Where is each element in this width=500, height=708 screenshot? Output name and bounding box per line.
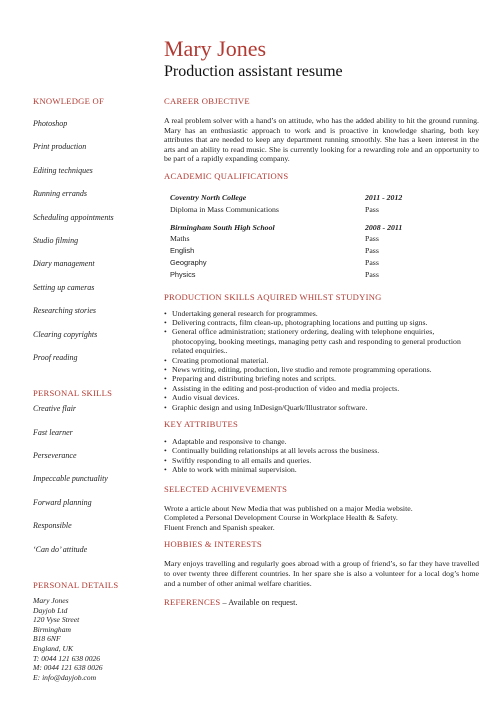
achievement-line: Fluent French and Spanish speaker. bbox=[164, 522, 275, 532]
achievements bbox=[164, 504, 479, 533]
details-line: T: 0044 121 638 0026 bbox=[33, 653, 101, 663]
list-item: • Graphic design and using InDesign/Quark/Illustrator software. bbox=[164, 403, 479, 412]
skill-item: Fast learner bbox=[33, 427, 73, 437]
knowledge-item: Photoshop bbox=[33, 119, 68, 128]
attributes-title: KEY ATTRIBUTES bbox=[164, 419, 239, 430]
college-years: 2011 - 2012 bbox=[365, 192, 403, 202]
skill-item: ‘Can do’ attitude bbox=[33, 544, 88, 554]
list-item: • Able to work with minimal supervision. bbox=[164, 465, 479, 474]
qualifications bbox=[164, 192, 479, 281]
college-row bbox=[170, 192, 479, 204]
skill-item: Perseverance bbox=[33, 451, 77, 461]
details-line: B18 6NF bbox=[33, 634, 61, 644]
subject: Diploma in Mass Communications bbox=[170, 204, 279, 214]
skill-item: Creative flair bbox=[33, 404, 77, 414]
skills-title: PERSONAL SKILLS bbox=[33, 388, 113, 399]
main-content bbox=[164, 95, 479, 608]
production-list bbox=[164, 309, 479, 412]
list-item: • General office administration; stationery ordering, dealing with telephone enquiries, photocopying, booking meetings, managing petty cash and responding to general production related enquiries.. bbox=[164, 327, 479, 355]
references-title: REFERENCES bbox=[164, 597, 221, 608]
knowledge-item: Diary management bbox=[33, 259, 95, 269]
skill-item: Forward planning bbox=[33, 497, 92, 507]
details-line: M: 0044 121 638 0026 bbox=[33, 663, 103, 673]
resume-name: Mary Jones bbox=[164, 36, 267, 61]
list-item: • Preparing and distributing briefing notes and scripts. bbox=[164, 374, 479, 383]
skills-list bbox=[33, 404, 155, 568]
table-row bbox=[170, 269, 479, 281]
result: Pass bbox=[365, 246, 379, 256]
list-item: • Assisting in the editing and post-production of video and media projects. bbox=[164, 384, 479, 393]
details-line: Birmingham bbox=[33, 624, 71, 634]
list-item: • Undertaking general research for programmes. bbox=[164, 309, 479, 318]
achievement-line: Completed a Personal Development Course in Workplace Health & Safety. bbox=[164, 513, 398, 523]
subject: English bbox=[170, 246, 195, 256]
list-item: • Continually building relationships at all levels across the business. bbox=[164, 446, 479, 455]
knowledge-item: Setting up cameras bbox=[33, 282, 95, 292]
details-line: Dayjob Ltd bbox=[33, 605, 68, 615]
school-years: 2008 - 2011 bbox=[365, 222, 403, 232]
knowledge-item: Proof reading bbox=[33, 352, 78, 362]
subject: Physics bbox=[170, 269, 196, 279]
knowledge-item: Researching stories bbox=[33, 306, 97, 316]
table-row bbox=[170, 204, 479, 216]
school-row bbox=[170, 222, 479, 234]
list-item: • Audio visual devices. bbox=[164, 393, 479, 402]
knowledge-item: Editing techniques bbox=[33, 165, 93, 175]
references-text: – Available on request. bbox=[220, 598, 298, 608]
details-line: England, UK bbox=[33, 644, 74, 653]
objective-title: CAREER OBJECTIVE bbox=[164, 96, 250, 106]
table-row bbox=[170, 245, 479, 257]
knowledge-item: Print production bbox=[33, 142, 87, 152]
achievements-title: SELECTED ACHIVEVEMENTS bbox=[164, 483, 288, 494]
attributes-list bbox=[164, 437, 479, 475]
personal-details bbox=[33, 596, 155, 682]
hobbies-title: HOBBIES & INTERESTS bbox=[164, 539, 262, 550]
list-item: • Delivering contracts, film clean-up, photographing locations and putting up signs. bbox=[164, 318, 479, 327]
list-item: • News writing, editing, production, live studio and remote programming operations. bbox=[164, 365, 479, 374]
result: Pass bbox=[365, 257, 379, 267]
college-name: Coventry North College bbox=[170, 192, 247, 202]
result: Pass bbox=[365, 269, 379, 279]
table-row bbox=[170, 257, 479, 269]
list-item: • Creating promotional material. bbox=[164, 356, 479, 365]
sidebar bbox=[33, 95, 155, 682]
references bbox=[164, 596, 479, 608]
subject: Geography bbox=[170, 257, 207, 267]
knowledge-item: Running errands bbox=[33, 189, 87, 199]
resume-subtitle: Production assistant resume bbox=[164, 63, 343, 80]
knowledge-item: Scheduling appointments bbox=[33, 212, 114, 222]
details-line: 120 Vyse Street bbox=[33, 615, 80, 625]
subject: Maths bbox=[170, 234, 190, 244]
result: Pass bbox=[365, 234, 379, 244]
achievement-line: Wrote a article about New Media that was published on a major Media website. bbox=[164, 503, 413, 513]
result: Pass bbox=[365, 204, 379, 214]
production-title: PRODUCTION SKILLS AQUIRED WHILST STUDYING bbox=[164, 291, 382, 302]
hobbies-text: Mary enjoys travelling and regularly goes abroad with a group of friend’s, so far they have travelled to over twenty three different countries. In her spare she is also a volunteer for a local dog’s home and a number of other animal welfare charities. bbox=[164, 559, 479, 588]
knowledge-item: Clearing copyrights bbox=[33, 329, 98, 339]
details-email[interactable]: E: info@dayjob.com bbox=[33, 672, 97, 682]
knowledge-title: KNOWLEDGE OF bbox=[33, 96, 105, 106]
academic-title: ACADEMIC QUALIFICATIONS bbox=[164, 170, 289, 181]
list-item: • Swiftly responding to all emails and queries. bbox=[164, 456, 479, 465]
skill-item: Impeccable punctuality bbox=[33, 474, 108, 484]
details-title: PERSONAL DETAILS bbox=[33, 580, 119, 591]
table-row bbox=[170, 233, 479, 245]
skill-item: Responsible bbox=[33, 521, 72, 531]
knowledge-list bbox=[33, 119, 155, 376]
list-item: • Adaptable and responsive to change. bbox=[164, 437, 479, 446]
school-name: Birmingham South High School bbox=[170, 222, 275, 232]
details-line: Mary Jones bbox=[33, 596, 69, 606]
knowledge-item: Studio filming bbox=[33, 235, 79, 245]
objective-text: A real problem solver with a hand’s on attitude, who has the added ability to hit the ground running. Mary has an enthusiastic approach to work and is proactive in knowledge sharing, both key attributes that are needed to keep any department running smoothly. She has a keen interest in the arts and an ability to read music. She is currently looking for a rewarding role and an opportunity to be part of a rapidly expanding company. bbox=[164, 116, 479, 164]
